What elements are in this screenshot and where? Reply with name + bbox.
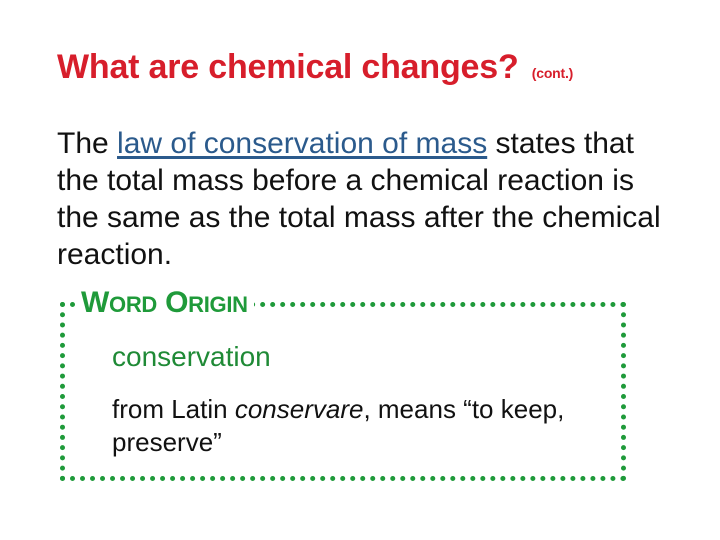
heading-letters-rigin: RIGIN xyxy=(188,292,248,317)
origin-def-suffix: , means “to keep, preserve” xyxy=(112,394,565,457)
heading-letters-ord: ORD xyxy=(109,292,158,317)
definition-paragraph xyxy=(57,125,677,273)
definition-rest: states that the total mass before a chemical reaction is the same as the total mass after the chemical reaction. xyxy=(57,127,661,271)
origin-def-prefix: from Latin xyxy=(112,394,235,424)
definition-intro: The xyxy=(57,127,118,160)
continued-label: (cont.) xyxy=(531,65,574,81)
word-origin-heading xyxy=(75,286,254,320)
slide-title xyxy=(57,48,573,87)
heading-letter-o: O xyxy=(165,286,189,319)
origin-latin-word: conservare xyxy=(234,394,364,424)
origin-word: conservation xyxy=(112,341,271,372)
key-term-link[interactable]: law of conservation of mass xyxy=(117,127,488,160)
slide-title-text: What are chemical changes? xyxy=(57,48,519,86)
heading-letter-w: W xyxy=(81,286,110,319)
origin-definition xyxy=(112,393,612,459)
